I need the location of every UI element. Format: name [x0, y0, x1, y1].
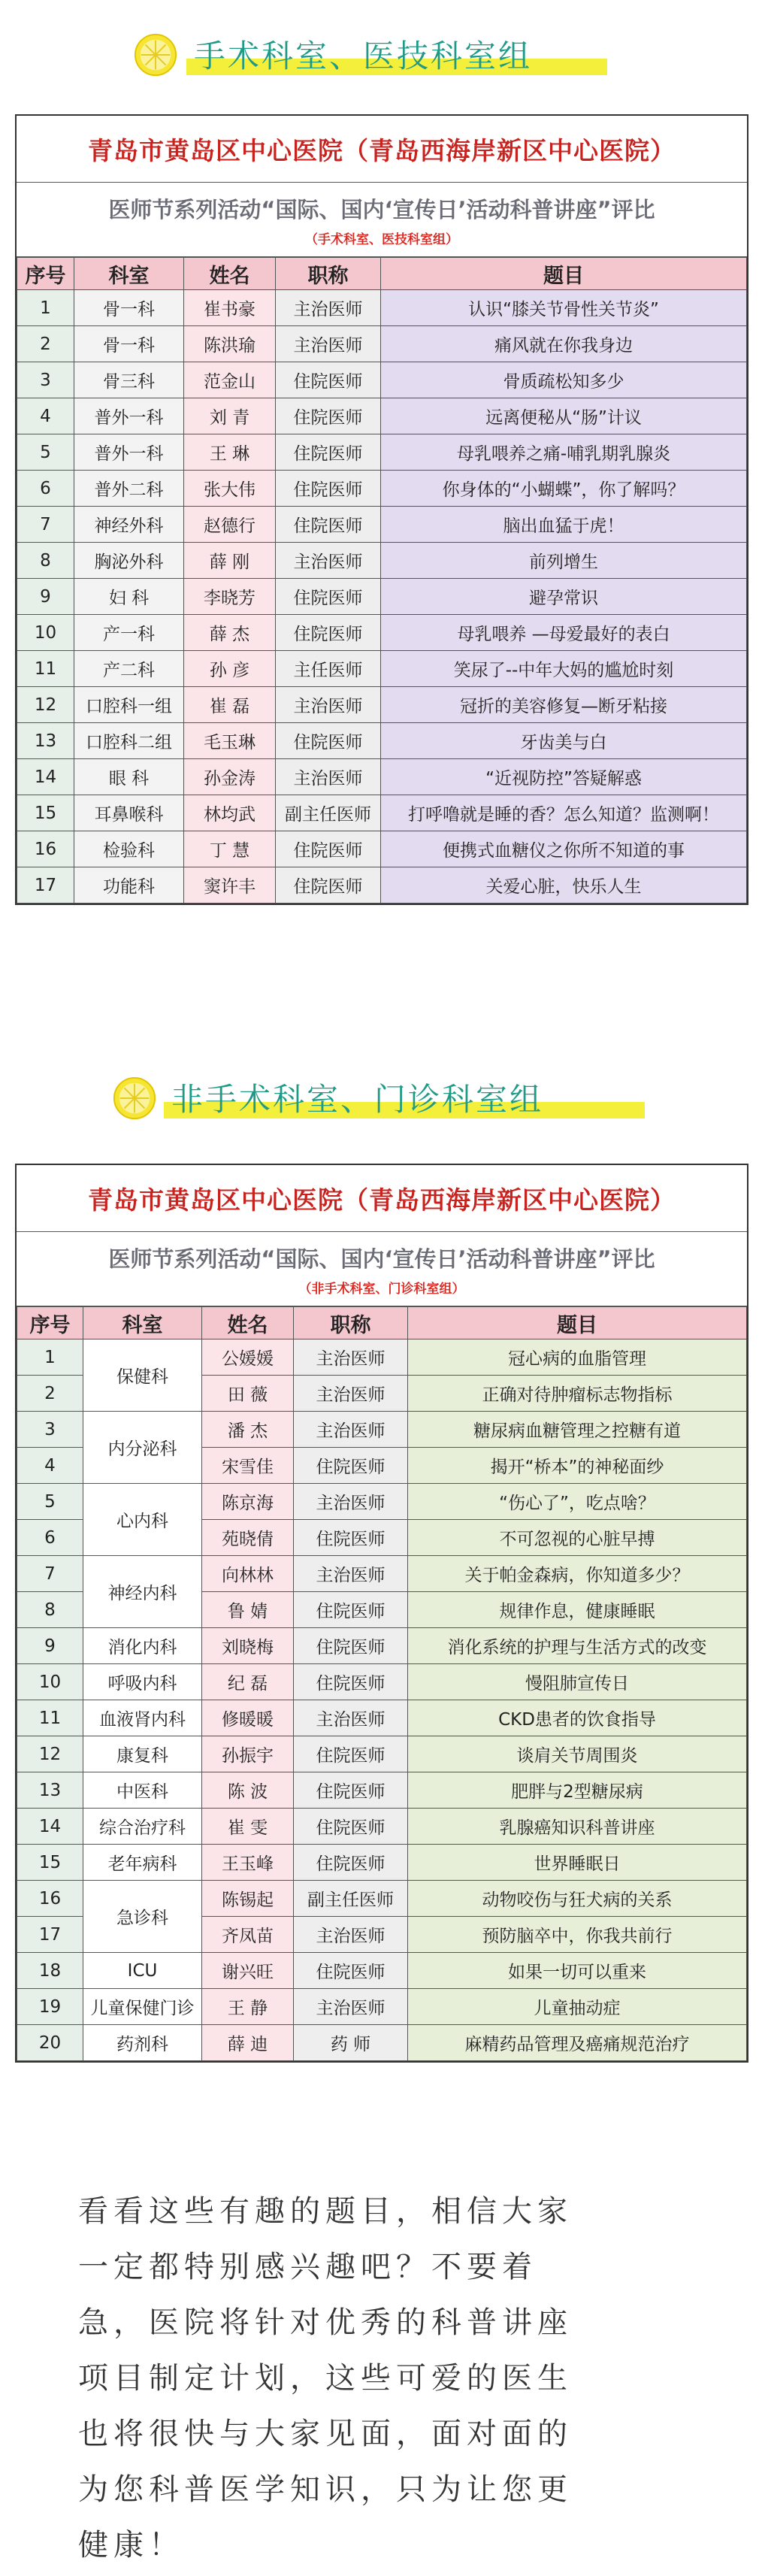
table-row [17, 290, 747, 326]
table-row [17, 326, 747, 362]
closing-line: 一定都特别感兴趣吧？不要着 [78, 2250, 537, 2284]
department-cell: 骨一科 [74, 326, 184, 362]
lecture-title: 肥胖与2型糖尿病 [408, 1772, 747, 1809]
column-header: 姓名 [202, 1307, 294, 1339]
department-cell: 产二科 [74, 651, 184, 687]
row-number: 14 [17, 1809, 83, 1845]
department-cell: 血液肾内科 [83, 1700, 202, 1736]
table-row [17, 398, 747, 434]
department-cell: 普外二科 [74, 471, 184, 507]
department-cell: 康复科 [83, 1736, 202, 1772]
section-header-text: 手术科室、医技科室组 [194, 38, 533, 74]
lecture-title: 脑出血猛于虎！ [381, 507, 747, 543]
lecture-title: 预防脑卒中，你我共前行 [408, 1917, 747, 1953]
table-row [17, 543, 747, 579]
column-header: 题目 [381, 258, 747, 290]
doctor-name: 公媛媛 [202, 1339, 294, 1376]
doctor-name: 刘 青 [184, 398, 276, 434]
lecture-title: 痛风就在你我身边 [381, 326, 747, 362]
closing-line: 健康！ [78, 2528, 184, 2562]
closing-line: 为您科普医学知识，只为让您更 [78, 2472, 573, 2507]
job-title: 主治医师 [276, 687, 381, 723]
lecture-title: CKD患者的饮食指导 [408, 1700, 747, 1736]
doctor-name: 丁 慧 [184, 831, 276, 867]
department-cell: 骨三科 [74, 362, 184, 398]
job-title: 副主任医师 [276, 795, 381, 831]
row-number: 12 [17, 687, 74, 723]
table-row [17, 471, 747, 507]
department-cell: 药剂科 [83, 2025, 202, 2061]
lecture-title: 正确对待肿瘤标志物指标 [408, 1376, 747, 1412]
row-number: 1 [17, 1339, 83, 1376]
row-number: 17 [17, 1917, 83, 1953]
doctor-name: 孙 彦 [184, 651, 276, 687]
lemon-icon [134, 33, 177, 77]
row-number: 5 [17, 434, 74, 471]
lecture-title: 便携式血糖仪之你所不知道的事 [381, 831, 747, 867]
department-cell: 消化内科 [83, 1628, 202, 1664]
lecture-title: 动物咬伤与狂犬病的关系 [408, 1881, 747, 1917]
row-number: 20 [17, 2025, 83, 2061]
lecture-title: 不可忽视的心脏早搏 [408, 1520, 747, 1556]
row-number: 11 [17, 651, 74, 687]
department-cell: 急诊科 [83, 1881, 202, 1953]
table-row [17, 1484, 747, 1520]
doctor-name: 薛 杰 [184, 615, 276, 651]
table-row [17, 759, 747, 795]
job-title: 住院医师 [294, 1628, 408, 1664]
doctor-name: 齐凤苗 [202, 1917, 294, 1953]
job-title: 住院医师 [294, 1592, 408, 1628]
column-header: 职称 [276, 258, 381, 290]
doctor-name: 窦许丰 [184, 867, 276, 904]
job-title: 主任医师 [276, 651, 381, 687]
table-subnote: （非手术科室、门诊科室组） [298, 1282, 465, 1297]
lecture-title: 母乳喂养 —母爱最好的表白 [381, 615, 747, 651]
lecture-title: 认识“膝关节骨性关节炎” [381, 290, 747, 326]
lecture-title: 揭开“桥本”的神秘面纱 [408, 1448, 747, 1484]
department-cell: 综合治疗科 [83, 1809, 202, 1845]
doctor-name: 范金山 [184, 362, 276, 398]
lecture-title: “伤心了”，吃点啥？ [408, 1484, 747, 1520]
row-number: 10 [17, 615, 74, 651]
doctor-name: 王 琳 [184, 434, 276, 471]
department-cell: 普外一科 [74, 398, 184, 434]
row-number: 2 [17, 1376, 83, 1412]
row-number: 8 [17, 543, 74, 579]
table-header-row [17, 258, 747, 290]
row-number: 7 [17, 1556, 83, 1592]
table-row [17, 1989, 747, 2025]
doctor-name: 王 静 [202, 1989, 294, 2025]
closing-line: 看看这些有趣的题目，相信大家 [78, 2194, 573, 2229]
job-title: 住院医师 [294, 1953, 408, 1989]
row-number: 3 [17, 362, 74, 398]
lecture-title: 糖尿病血糖管理之控糖有道 [408, 1412, 747, 1448]
lecture-title: 牙齿美与白 [381, 723, 747, 759]
doctor-name: 刘晓梅 [202, 1628, 294, 1664]
row-number: 12 [17, 1736, 83, 1772]
department-cell: 内分泌科 [83, 1412, 202, 1484]
lecture-title: “近视防控”答疑解惑 [381, 759, 747, 795]
closing-line: 急，医院将针对优秀的科普讲座 [78, 2305, 573, 2340]
row-number: 18 [17, 1953, 83, 1989]
table-row [17, 579, 747, 615]
department-cell: 功能科 [74, 867, 184, 904]
job-title: 住院医师 [294, 1664, 408, 1700]
lecture-title: 慢阻肺宣传日 [408, 1664, 747, 1700]
table-row [17, 2025, 747, 2061]
doctor-name: 毛玉琳 [184, 723, 276, 759]
department-cell: 妇 科 [74, 579, 184, 615]
doctor-name: 崔书豪 [184, 290, 276, 326]
doctor-name: 谢兴旺 [202, 1953, 294, 1989]
row-number: 4 [17, 398, 74, 434]
job-title: 主治医师 [276, 759, 381, 795]
doctor-name: 潘 杰 [202, 1412, 294, 1448]
table-row [17, 1809, 747, 1845]
row-number: 10 [17, 1664, 83, 1700]
table-header-row [17, 1307, 747, 1339]
row-number: 2 [17, 326, 74, 362]
table-subtitle-box [17, 1232, 747, 1306]
row-number: 7 [17, 507, 74, 543]
lecture-title: 冠折的美容修复—断牙粘接 [381, 687, 747, 723]
table-row [17, 1736, 747, 1772]
department-cell: 耳鼻喉科 [74, 795, 184, 831]
department-cell: 胸泌外科 [74, 543, 184, 579]
table-row [17, 831, 747, 867]
department-cell: 口腔科二组 [74, 723, 184, 759]
job-title: 主治医师 [294, 1339, 408, 1376]
table-row [17, 1412, 747, 1448]
table-row [17, 1628, 747, 1664]
job-title: 住院医师 [294, 1845, 408, 1881]
section-2-table-block [15, 1164, 748, 2063]
lecture-title: 世界睡眠日 [408, 1845, 747, 1881]
department-cell: 口腔科一组 [74, 687, 184, 723]
job-title: 住院医师 [294, 1772, 408, 1809]
table-subtitle: 医师节系列活动“国际、国内‘宣传日’活动科普讲座”评比 [108, 197, 655, 222]
closing-line: 项目制定计划，这些可爱的医生 [78, 2361, 573, 2396]
row-number: 6 [17, 1520, 83, 1556]
job-title: 住院医师 [276, 579, 381, 615]
job-title: 药 师 [294, 2025, 408, 2061]
row-number: 6 [17, 471, 74, 507]
job-title: 住院医师 [276, 867, 381, 904]
column-header: 科室 [83, 1307, 202, 1339]
department-cell: 儿童保健门诊 [83, 1989, 202, 2025]
column-header: 序号 [17, 1307, 83, 1339]
row-number: 15 [17, 795, 74, 831]
doctor-name: 孙振宇 [202, 1736, 294, 1772]
doctor-name: 林均武 [184, 795, 276, 831]
doctor-name: 崔 雯 [202, 1809, 294, 1845]
lecture-title: 麻精药品管理及癌痛规范治疗 [408, 2025, 747, 2061]
job-title: 住院医师 [294, 1520, 408, 1556]
lemon-icon [113, 1076, 156, 1120]
lecture-title: 消化系统的护理与生活方式的改变 [408, 1628, 747, 1664]
table-row [17, 1881, 747, 1917]
table-subtitle-box [17, 183, 747, 257]
table-title: 青岛市黄岛区中心医院（青岛西海岸新区中心医院） [17, 116, 747, 183]
department-cell: 神经外科 [74, 507, 184, 543]
row-number: 9 [17, 1628, 83, 1664]
department-cell: 产一科 [74, 615, 184, 651]
doctor-name: 陈 波 [202, 1772, 294, 1809]
row-number: 1 [17, 290, 74, 326]
doctor-name: 薛 刚 [184, 543, 276, 579]
closing-line: 也将很快与大家见面，面对面的 [78, 2417, 573, 2451]
column-header: 职称 [294, 1307, 408, 1339]
doctor-name: 张大伟 [184, 471, 276, 507]
table-row [17, 434, 747, 471]
department-cell: 普外一科 [74, 434, 184, 471]
section-1-table-block [15, 114, 748, 905]
lecture-title: 骨质疏松知多少 [381, 362, 747, 398]
doctor-name: 薛 迪 [202, 2025, 294, 2061]
table-row [17, 1664, 747, 1700]
job-title: 主治医师 [294, 1556, 408, 1592]
row-number: 13 [17, 723, 74, 759]
doctor-name: 孙金涛 [184, 759, 276, 795]
row-number: 9 [17, 579, 74, 615]
column-header: 姓名 [184, 258, 276, 290]
row-number: 17 [17, 867, 74, 904]
department-cell: 骨一科 [74, 290, 184, 326]
column-header: 序号 [17, 258, 74, 290]
doctor-name: 崔 磊 [184, 687, 276, 723]
section-1-table [17, 257, 747, 904]
table-row [17, 867, 747, 904]
job-title: 住院医师 [276, 615, 381, 651]
lecture-title: 远离便秘从“肠”计议 [381, 398, 747, 434]
job-title: 主治医师 [294, 1917, 408, 1953]
job-title: 住院医师 [276, 831, 381, 867]
job-title: 住院医师 [276, 723, 381, 759]
doctor-name: 纪 磊 [202, 1664, 294, 1700]
job-title: 主治医师 [294, 1700, 408, 1736]
job-title: 住院医师 [294, 1809, 408, 1845]
lecture-title: 打呼噜就是睡的香？怎么知道？监测啊！ [381, 795, 747, 831]
table-subtitle: 医师节系列活动“国际、国内‘宣传日’活动科普讲座”评比 [108, 1246, 655, 1272]
column-header: 题目 [408, 1307, 747, 1339]
table-row [17, 687, 747, 723]
department-cell: 老年病科 [83, 1845, 202, 1881]
row-number: 11 [17, 1700, 83, 1736]
job-title: 住院医师 [294, 1448, 408, 1484]
job-title: 主治医师 [294, 1376, 408, 1412]
lecture-title: 笑尿了--中年大妈的尴尬时刻 [381, 651, 747, 687]
table-subnote: （手术科室、医技科室组） [305, 232, 458, 247]
job-title: 住院医师 [276, 362, 381, 398]
doctor-name: 向林林 [202, 1556, 294, 1592]
lecture-title: 冠心病的血脂管理 [408, 1339, 747, 1376]
job-title: 住院医师 [276, 434, 381, 471]
closing-paragraph [78, 2184, 687, 2573]
table-row [17, 1700, 747, 1736]
lecture-title: 关于帕金森病，你知道多少？ [408, 1556, 747, 1592]
job-title: 住院医师 [276, 471, 381, 507]
doctor-name: 陈洪瑜 [184, 326, 276, 362]
job-title: 主治医师 [276, 290, 381, 326]
section-1-header [0, 23, 762, 90]
table-row [17, 1845, 747, 1881]
row-number: 5 [17, 1484, 83, 1520]
section-2-table [17, 1306, 747, 2061]
department-cell: 神经内科 [83, 1556, 202, 1628]
row-number: 3 [17, 1412, 83, 1448]
department-cell: 呼吸内科 [83, 1664, 202, 1700]
table-row [17, 723, 747, 759]
job-title: 主治医师 [294, 1412, 408, 1448]
lecture-title: 儿童抽动症 [408, 1989, 747, 2025]
section-header-text: 非手术科室、门诊科室组 [171, 1081, 544, 1118]
job-title: 主治医师 [294, 1989, 408, 2025]
department-cell: 检验科 [74, 831, 184, 867]
table-row [17, 362, 747, 398]
table-row [17, 1556, 747, 1592]
doctor-name: 赵德行 [184, 507, 276, 543]
section-2-header [0, 1066, 762, 1134]
table-title: 青岛市黄岛区中心医院（青岛西海岸新区中心医院） [17, 1165, 747, 1232]
table-row [17, 1339, 747, 1376]
department-cell: 保健科 [83, 1339, 202, 1412]
doctor-name: 王玉峰 [202, 1845, 294, 1881]
doctor-name: 修暖暖 [202, 1700, 294, 1736]
job-title: 主治医师 [294, 1484, 408, 1520]
job-title: 住院医师 [276, 507, 381, 543]
department-cell: ICU [83, 1953, 202, 1989]
job-title: 副主任医师 [294, 1881, 408, 1917]
job-title: 住院医师 [294, 1736, 408, 1772]
lecture-title: 关爱心脏，快乐人生 [381, 867, 747, 904]
row-number: 14 [17, 759, 74, 795]
department-cell: 眼 科 [74, 759, 184, 795]
lecture-title: 谈肩关节周围炎 [408, 1736, 747, 1772]
row-number: 8 [17, 1592, 83, 1628]
column-header: 科室 [74, 258, 184, 290]
table-row [17, 651, 747, 687]
doctor-name: 陈京海 [202, 1484, 294, 1520]
job-title: 住院医师 [276, 398, 381, 434]
table-row [17, 795, 747, 831]
row-number: 15 [17, 1845, 83, 1881]
department-cell: 心内科 [83, 1484, 202, 1556]
doctor-name: 李晓芳 [184, 579, 276, 615]
row-number: 19 [17, 1989, 83, 2025]
lecture-title: 母乳喂养之痛-哺乳期乳腺炎 [381, 434, 747, 471]
doctor-name: 鲁 婧 [202, 1592, 294, 1628]
table-row [17, 1772, 747, 1809]
row-number: 16 [17, 1881, 83, 1917]
table-row [17, 615, 747, 651]
row-number: 16 [17, 831, 74, 867]
job-title: 主治医师 [276, 543, 381, 579]
lecture-title: 避孕常识 [381, 579, 747, 615]
doctor-name: 宋雪佳 [202, 1448, 294, 1484]
table-row [17, 507, 747, 543]
lecture-title: 乳腺癌知识科普讲座 [408, 1809, 747, 1845]
lecture-title: 规律作息，健康睡眠 [408, 1592, 747, 1628]
job-title: 主治医师 [276, 326, 381, 362]
doctor-name: 田 薇 [202, 1376, 294, 1412]
lecture-title: 前列增生 [381, 543, 747, 579]
row-number: 4 [17, 1448, 83, 1484]
row-number: 13 [17, 1772, 83, 1809]
lecture-title: 如果一切可以重来 [408, 1953, 747, 1989]
doctor-name: 苑晓倩 [202, 1520, 294, 1556]
table-row [17, 1953, 747, 1989]
doctor-name: 陈锡起 [202, 1881, 294, 1917]
lecture-title: 你身体的“小蝴蝶”，你了解吗？ [381, 471, 747, 507]
department-cell: 中医科 [83, 1772, 202, 1809]
